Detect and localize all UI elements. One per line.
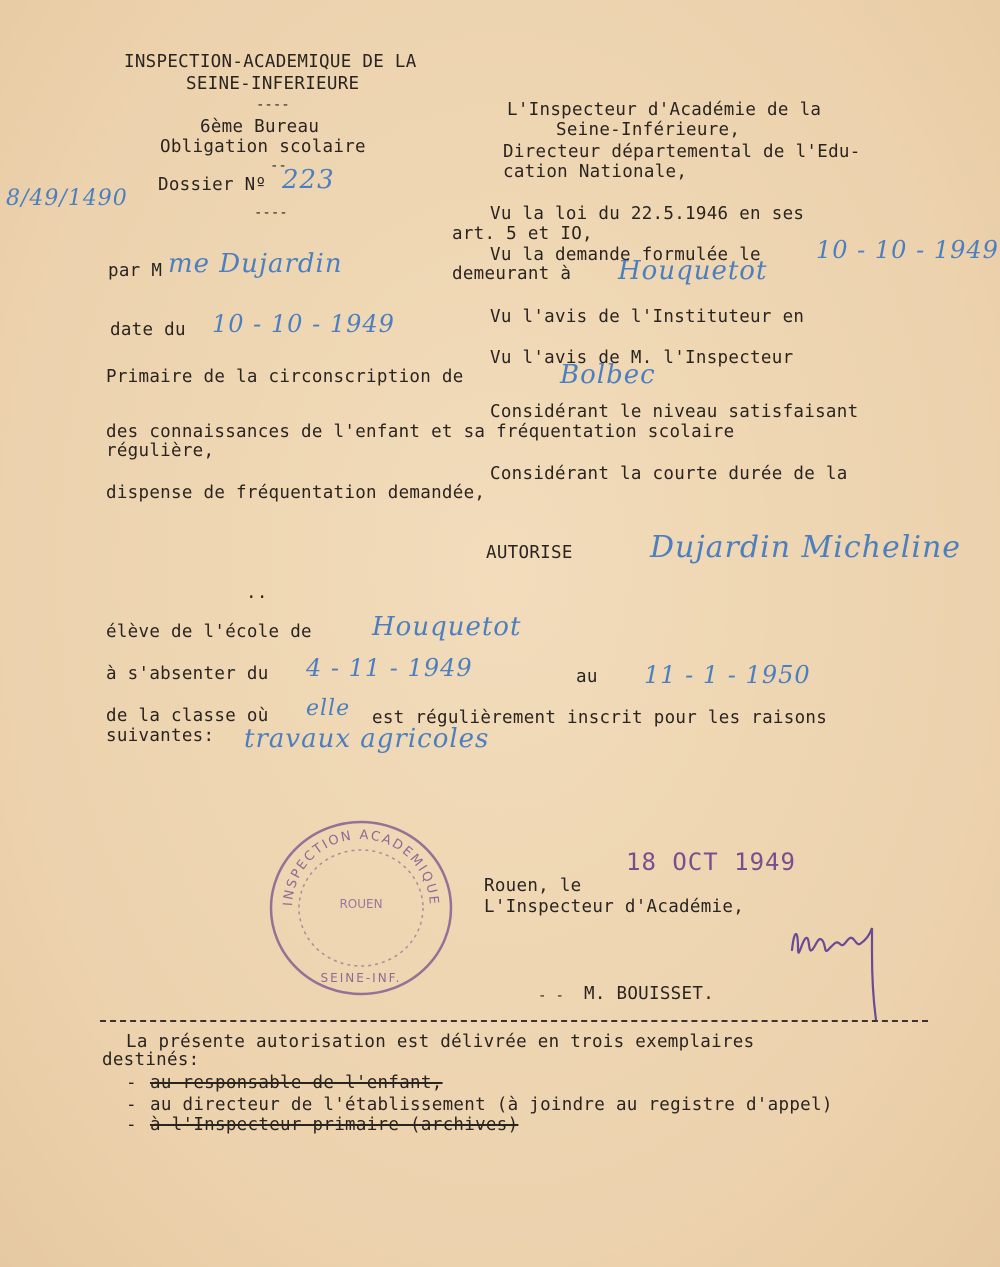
date-du-label: date du bbox=[110, 320, 186, 340]
stamp-text-center: ROUEN bbox=[339, 897, 383, 911]
stamp-text-bottom: SEINE-INF. bbox=[320, 971, 402, 985]
absenter-label: à s'absenter du bbox=[106, 664, 269, 684]
header-authority-line2: Seine-Inférieure, bbox=[556, 120, 741, 140]
notice-item2-prefix: - bbox=[126, 1095, 137, 1115]
vu-loi-line2: art. 5 et IO, bbox=[452, 224, 593, 244]
classe-label2: est régulièrement inscrit pour les raisons bbox=[372, 708, 828, 728]
par-name: me Dujardin bbox=[168, 249, 343, 279]
header-separator: ---- bbox=[256, 97, 290, 113]
primaire-label: Primaire de la circonscription de bbox=[106, 367, 464, 387]
inspecteur-label: L'Inspecteur d'Académie, bbox=[484, 897, 745, 917]
dossier-number: 223 bbox=[282, 165, 335, 195]
par-label: par M bbox=[108, 261, 163, 281]
dossier-label: Dossier Nº bbox=[158, 175, 267, 195]
section-separator bbox=[100, 1020, 928, 1022]
bureau-label: 6ème Bureau bbox=[200, 117, 320, 137]
header-separator: -- bbox=[270, 158, 287, 174]
date-du-value: 10 - 10 - 1949 bbox=[212, 310, 395, 338]
stamp-date: 18 OCT 1949 bbox=[626, 848, 796, 876]
autorise-name: Dujardin Micheline bbox=[650, 530, 962, 565]
notice-item2: au directeur de l'établissement (à joindre au registre d'appel) bbox=[150, 1095, 833, 1115]
demeurant-place: Houquetot bbox=[618, 256, 768, 286]
header-separator: ---- bbox=[254, 205, 288, 221]
signatory-name: M. BOUISSET. bbox=[584, 984, 715, 1004]
considerant1-line2: des connaissances de l'enfant et sa fréquentation scolaire bbox=[106, 422, 735, 442]
signature bbox=[786, 910, 886, 1030]
date-from: 4 - 11 - 1949 bbox=[306, 654, 473, 682]
header-authority-line1: L'Inspecteur d'Académie de la bbox=[507, 100, 822, 120]
demeurant-label: demeurant à bbox=[452, 264, 572, 284]
circonscription: Bolbec bbox=[560, 360, 656, 390]
demande-date: 10 - 10 - 1949 bbox=[816, 236, 999, 264]
vu-loi-line1: Vu la loi du 22.5.1946 en ses bbox=[490, 204, 805, 224]
stamp-text-top: INSPECTION ACADEMIQUE bbox=[280, 827, 442, 907]
header-authority-line4: cation Nationale, bbox=[503, 162, 688, 182]
considerant2-line2: dispense de fréquentation demandée, bbox=[106, 483, 486, 503]
ecole-name: Houquetot bbox=[372, 612, 522, 642]
raisons: travaux agricoles bbox=[244, 724, 490, 754]
autorise-label: AUTORISE bbox=[486, 543, 573, 563]
considerant2-line1: Considérant la courte durée de la bbox=[490, 464, 848, 484]
rouen-label: Rouen, le bbox=[484, 876, 582, 896]
signature-dashes: - - bbox=[538, 988, 565, 1004]
considerant1-line1: Considérant le niveau satisfaisant bbox=[490, 402, 859, 422]
header-authority-line3: Directeur départemental de l'Edu- bbox=[503, 142, 861, 162]
vu-avis-instituteur: Vu l'avis de l'Instituteur en bbox=[490, 307, 805, 327]
notice-item3-prefix: - bbox=[126, 1115, 137, 1135]
notice-item3: à l'Inspecteur primaire (archives) bbox=[150, 1115, 519, 1135]
notice-line1: La présente autorisation est délivrée en trois exemplaires bbox=[126, 1032, 755, 1052]
eleve-label: élève de l'école de bbox=[106, 622, 312, 642]
vu-avis-inspecteur: Vu l'avis de M. l'Inspecteur bbox=[490, 348, 794, 368]
header-office-line2: SEINE-INFERIEURE bbox=[186, 74, 360, 94]
classe-pronoun: elle bbox=[306, 696, 351, 721]
header-office-line1: INSPECTION-ACADEMIQUE DE LA bbox=[124, 52, 417, 72]
notice-line2: destinés: bbox=[102, 1050, 200, 1070]
suivantes-label: suivantes: bbox=[106, 726, 215, 746]
dots: .. bbox=[246, 583, 268, 603]
stamp-seal bbox=[262, 812, 460, 1000]
date-to: 11 - 1 - 1950 bbox=[644, 661, 811, 689]
notice-item1-prefix: - bbox=[126, 1073, 137, 1093]
vu-demande-label: Vu la demande formulée le bbox=[490, 245, 761, 265]
notice-item1: au responsable de l'enfant, bbox=[150, 1073, 443, 1093]
service-label: Obligation scolaire bbox=[160, 137, 366, 157]
considerant1-line3: régulière, bbox=[106, 441, 215, 461]
margin-note: 8/49/1490 bbox=[6, 186, 128, 211]
au-label: au bbox=[576, 667, 598, 687]
classe-label1: de la classe où bbox=[106, 706, 269, 726]
